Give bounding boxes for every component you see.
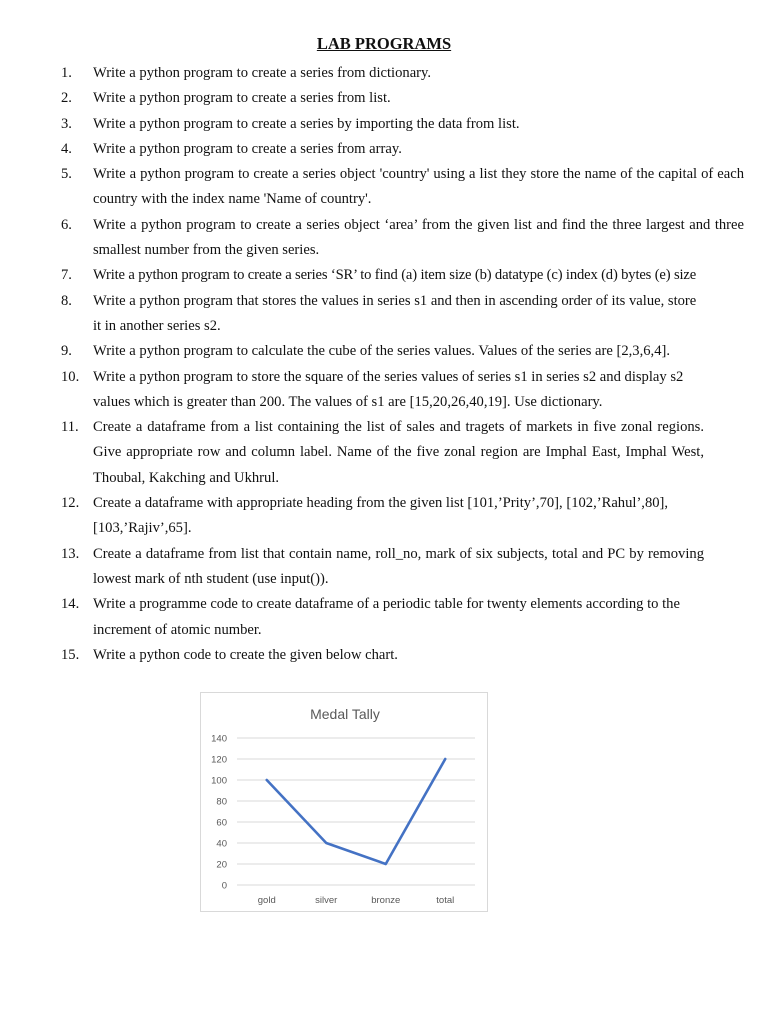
item-number: 9. <box>61 343 72 360</box>
y-tick-label: 100 <box>211 775 227 787</box>
item-text: Write a python program to create a series from dictionary. <box>93 65 432 81</box>
item-number: 10. <box>61 368 80 385</box>
item-text: Write a python program to store the square of the series values of series s1 in series s2 and display s2 values which is greater than 200. The values of s1 are [15,20,26,40,19]. Use dictionary. <box>93 368 684 410</box>
program-list <box>0 61 768 668</box>
list-item <box>0 542 768 593</box>
y-tick-label: 80 <box>216 796 227 808</box>
item-text: Write a programme code to create dataframe of a periodic table for twenty elements according to the increment of atomic number. <box>93 596 680 638</box>
item-number: 12. <box>61 495 80 512</box>
list-item <box>0 86 768 111</box>
item-text: Write a python code to create the given below chart. <box>93 646 398 663</box>
item-number: 1. <box>61 65 72 81</box>
item-number: 2. <box>61 90 72 107</box>
item-number: 15. <box>61 646 80 663</box>
item-number: 4. <box>61 140 72 157</box>
item-text: Write a python program to create a series from list. <box>93 90 391 107</box>
list-item <box>0 365 768 416</box>
list-item <box>0 137 768 162</box>
list-item <box>0 592 768 643</box>
y-tick-label: 20 <box>216 859 227 871</box>
medal-tally-chart <box>200 692 488 912</box>
chart-title: Medal Tally <box>310 706 380 722</box>
list-item <box>0 643 768 668</box>
item-number: 3. <box>61 115 72 132</box>
item-text: Create a dataframe with appropriate heading from the given list [101,’Prity’,70], [102,’Rahul’,80], [103,’Rajiv’,65]. <box>93 495 669 537</box>
item-number: 13. <box>61 545 80 562</box>
x-tick-label: silver <box>315 895 338 906</box>
item-number: 8. <box>61 292 72 309</box>
chart-svg <box>201 693 489 913</box>
item-text: Write a python program to calculate the cube of the series values. Values of the series are [2,3,6,4]. <box>93 343 671 360</box>
item-text: Write a python program to create a series from array. <box>93 140 402 157</box>
item-number: 5. <box>61 166 72 183</box>
item-text: Create a dataframe from list that contain name, roll_no, mark of six subjects, total and PC by removing lowest mark of nth student (use input()). <box>93 545 704 587</box>
item-number: 14. <box>61 596 80 613</box>
item-text: Write a python program to create a series ‘SR’ to find (a) item size (b) datatype (c) index (d) bytes (e) size <box>93 267 697 284</box>
item-text: Write a python program to create a series by importing the data from list. <box>93 115 520 132</box>
item-number: 6. <box>61 216 72 233</box>
y-tick-label: 0 <box>221 880 227 892</box>
y-tick-label: 120 <box>211 754 227 766</box>
y-tick-label: 140 <box>211 733 227 745</box>
list-item <box>0 491 768 542</box>
page-title: LAB PROGRAMS <box>316 34 452 53</box>
x-tick-label: total <box>436 895 455 906</box>
list-item <box>0 289 768 340</box>
x-tick-label: bronze <box>371 895 401 906</box>
y-tick-label: 60 <box>216 817 227 829</box>
list-item <box>0 263 768 288</box>
item-text: Create a dataframe from a list containing the list of sales and tragets of markets in five zonal regions. Give appropriate row and column label. Name of the five zonal region are Imphal East, Imphal West, Thoubal, Kakching and Ukhrul. <box>93 419 704 486</box>
list-item <box>0 162 768 213</box>
item-text: Write a python program that stores the values in series s1 and then in ascending order of its value, store it in another series s2. <box>93 292 697 334</box>
list-item <box>0 339 768 364</box>
series-line <box>267 759 446 864</box>
list-item <box>0 415 768 491</box>
list-item <box>0 112 768 137</box>
y-tick-label: 40 <box>216 838 227 850</box>
item-text: Write a python program to create a series object 'country' using a list they store the name of the capital of each country with the index name 'Name of country'. <box>93 166 744 208</box>
list-item <box>0 213 768 264</box>
item-number: 11. <box>61 419 79 436</box>
item-number: 7. <box>61 267 72 284</box>
item-text: Write a python program to create a series object ‘area’ from the given list and find the three largest and three smallest number from the given series. <box>93 216 744 259</box>
list-item <box>0 61 768 86</box>
x-tick-label: gold <box>257 895 276 906</box>
